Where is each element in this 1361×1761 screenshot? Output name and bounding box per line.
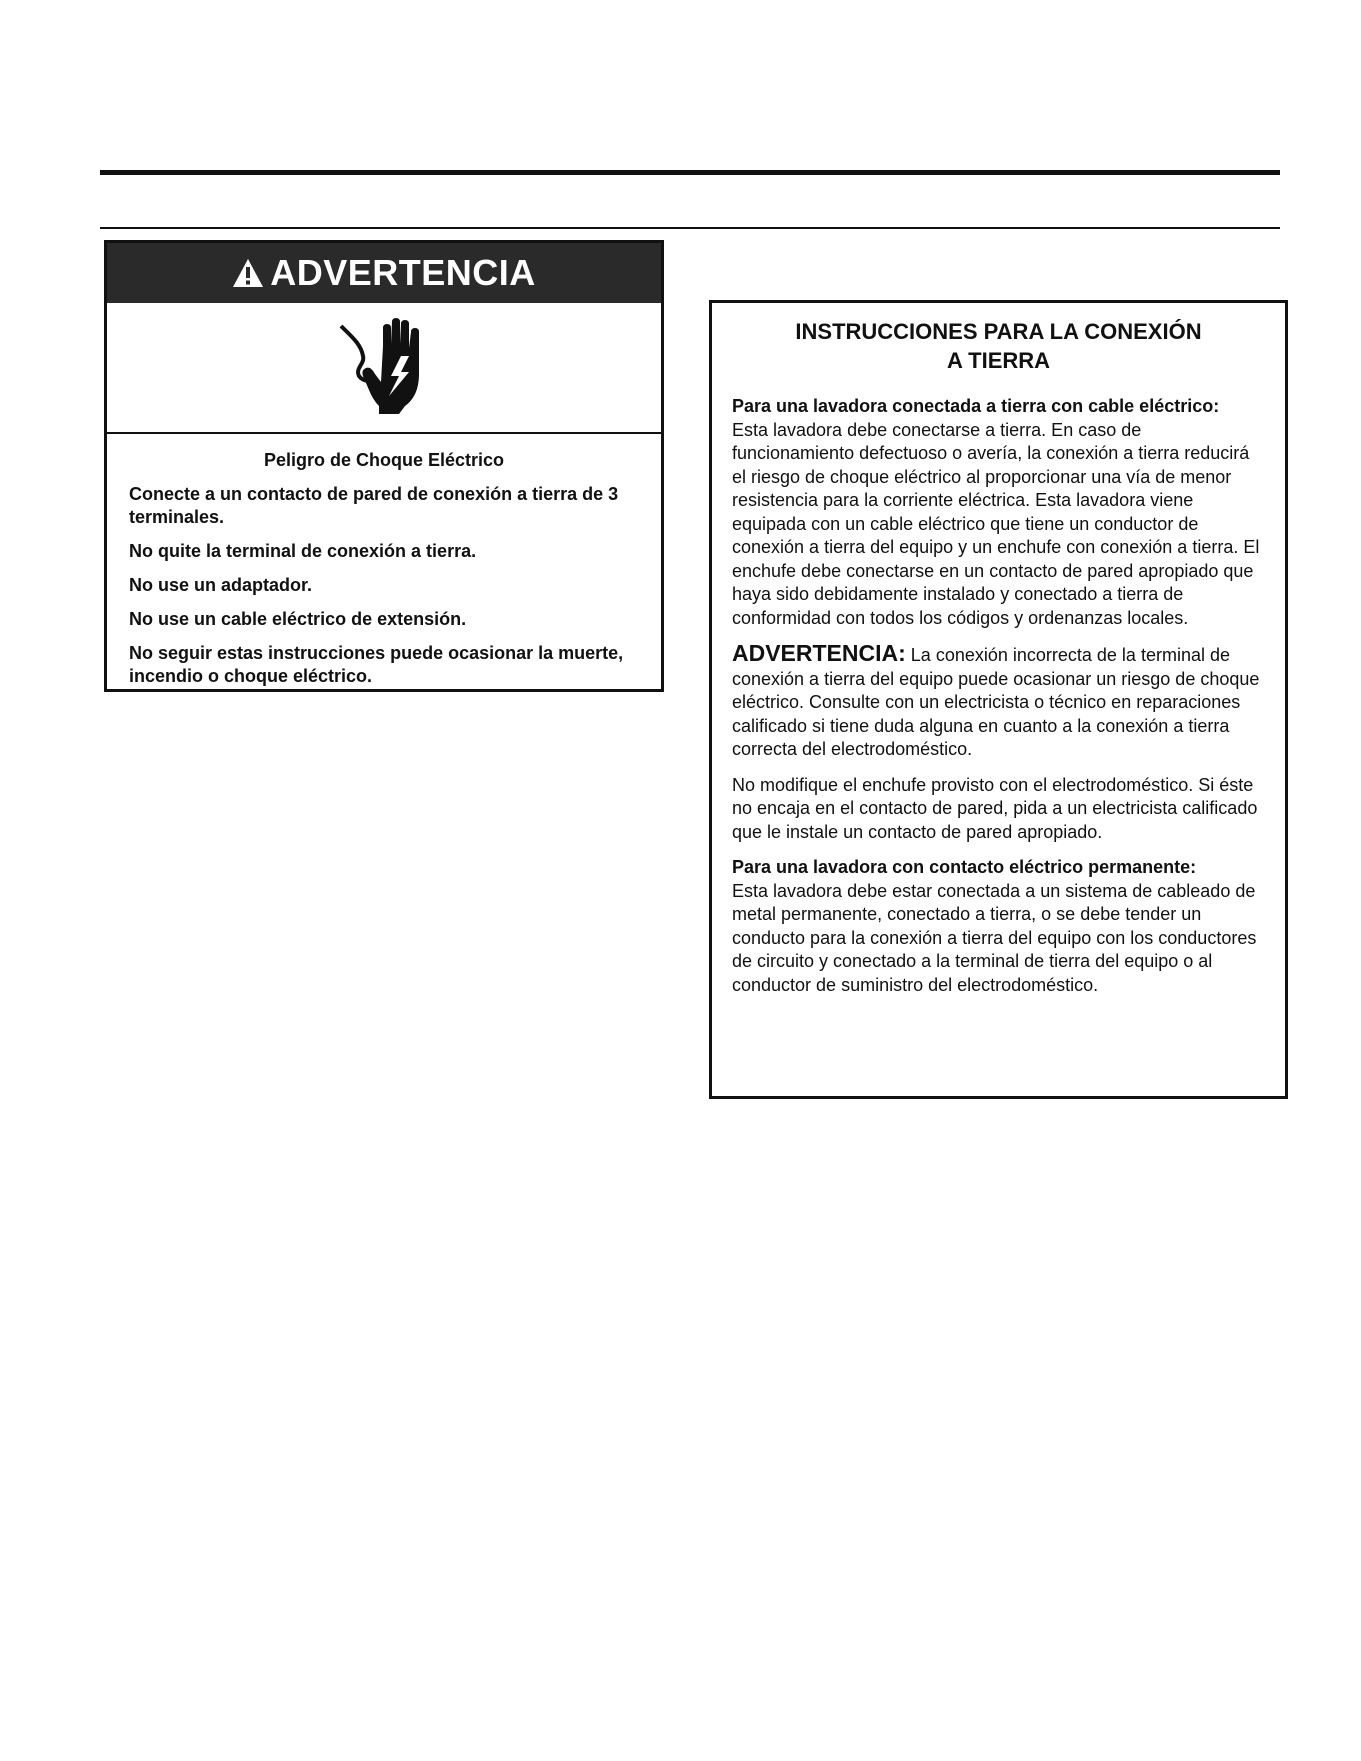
- permanent-washer-text: Esta lavadora debe estar conectada a un sistema de cableado de metal permanente, conectado a tierra, o se debe tender un conducto para la conexión a tierra del equipo con los conductores de circuito y conectado a la terminal de tierra del equipo o al conductor de suministro del electrodoméstico.: [732, 880, 1257, 995]
- corded-washer-paragraph: [732, 395, 1265, 630]
- warning-title: ADVERTENCIA: [270, 252, 536, 293]
- warning-box: [104, 240, 664, 692]
- warning-line: No quite la terminal de conexión a tierra.: [129, 541, 477, 561]
- plug-paragraph: No modifique el enchufe provisto con el electrodoméstico. Si éste no encaja en el contacto de pared, pida a un electricista calificado que le instale un contacto de pared apropiado.: [732, 774, 1258, 842]
- warning-subtitle: Peligro de Choque Eléctrico: [263, 450, 505, 470]
- instructions-title-line1: INSTRUCCIONES PARA LA CONEXIÓN: [795, 319, 1202, 344]
- warning-paragraph-text: La conexión incorrecta de la terminal de conexión a tierra del equipo puede ocasionar un riesgo de choque eléctrico. Consulte con un electricista o técnico en reparaciones calificado si tiene duda alguna en cuanto a la conexión a tierra correcta del electrodoméstico.: [732, 645, 1260, 759]
- header-rule-thin: [100, 227, 1280, 229]
- instructions-title-line2: A TIERRA: [946, 348, 1051, 373]
- permanent-washer-paragraph: [732, 856, 1265, 997]
- electric-shock-hand-icon: [329, 318, 439, 418]
- corded-washer-heading: Para una lavadora conectada a tierra con cable eléctrico:: [732, 396, 1220, 416]
- warning-line: No seguir estas instrucciones puede ocasionar la muerte, incendio o choque eléctrico.: [129, 643, 624, 686]
- instructions-title: [732, 317, 1265, 375]
- warning-line: Conecte a un contacto de pared de conexión a tierra de 3 terminales.: [129, 484, 619, 527]
- permanent-washer-heading: Para una lavadora con contacto eléctrico permanente:: [732, 857, 1197, 877]
- warning-line: No use un cable eléctrico de extensión.: [129, 609, 467, 629]
- warning-icon-area: [107, 303, 661, 434]
- warning-line: No use un adaptador.: [129, 575, 313, 595]
- corded-washer-text: Esta lavadora debe conectarse a tierra. En caso de funcionamiento defectuoso o avería, la conexión a tierra reducirá el riesgo de choque eléctrico al proporcionar una vía de menor resistencia para la corriente eléctrica. Esta lavadora viene equipada con un cable eléctrico que tiene un conductor de conexión a tierra del equipo y un enchufe con conexión a tierra. El enchufe debe conectarse en un contacto de pared apropiado que haya sido debidamente instalado y conectado a tierra de conformidad con todos los códigos y ordenanzas locales.: [732, 419, 1260, 628]
- warning-paragraph-lead: ADVERTENCIA:: [732, 640, 906, 666]
- warning-body: [107, 434, 661, 688]
- warning-triangle-icon: [232, 258, 264, 288]
- header-rule-thick: [100, 170, 1280, 175]
- warning-paragraph: [732, 642, 1265, 762]
- grounding-instructions-box: [709, 300, 1288, 1099]
- warning-header: [107, 243, 661, 303]
